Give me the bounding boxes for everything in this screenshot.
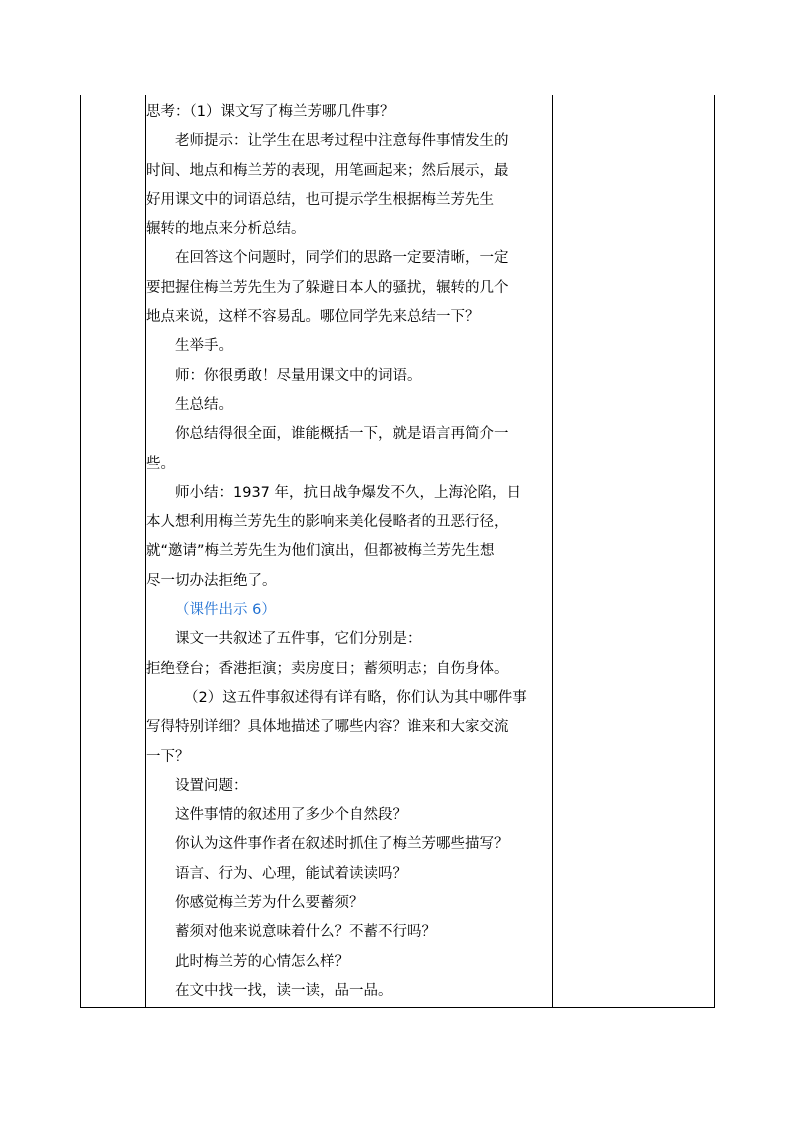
text-line: 要把握住梅兰芳先生为了躲避日本人的骚扰，辗转的几个	[146, 279, 509, 296]
text-line: 在文中找一找，读一读，品一品。	[175, 982, 393, 999]
text-line: （课件出示 6）	[175, 602, 276, 619]
text-line: 你认为这件事作者在叙述时抓住了梅兰芳哪些描写？	[175, 836, 509, 853]
text-line: 设置问题：	[175, 777, 248, 794]
lesson-text-cell	[146, 98, 554, 1006]
text-line: 师小结：1937 年，抗日战争爆发不久，上海沦陷，日	[175, 484, 522, 501]
text-line: 生总结。	[175, 396, 233, 413]
text-line: 写得特别详细？具体地描述了哪些内容？谁来和大家交流	[146, 719, 509, 736]
text-line: 这件事情的叙述用了多少个自然段？	[175, 807, 407, 824]
text-line: 思考：（1）课文写了梅兰芳哪几件事？	[146, 104, 395, 120]
text-line: 些。	[146, 455, 175, 472]
text-line: 此时梅兰芳的心情怎么样？	[175, 953, 349, 970]
text-line: 一下？	[146, 748, 190, 765]
text-line: （2）这五件事叙述得有详有略，你们认为其中哪件事	[184, 689, 527, 706]
text-line: 辗转的地点来分析总结。	[146, 221, 306, 238]
text-line: 蓄须对他来说意味着什么？不蓄不行吗？	[175, 924, 436, 941]
text-line: 尽一切办法拒绝了。	[146, 572, 277, 589]
text-line: 时间、地点和梅兰芳的表现，用笔画起来；然后展示，最	[146, 162, 509, 179]
text-line: 好用课文中的词语总结，也可提示学生根据梅兰芳先生	[146, 191, 494, 208]
text-line: 课文一共叙述了五件事，它们分别是：	[175, 631, 422, 648]
text-line: 你感觉梅兰芳为什么要蓄须？	[175, 895, 364, 912]
text-line: 拒绝登台；香港拒演；卖房度日；蓄须明志；自伤身体。	[146, 660, 509, 677]
text-line: 就“邀请”梅兰芳先生为他们演出，但都被梅兰芳先生想	[146, 543, 495, 560]
text-line: 生举手。	[175, 338, 233, 355]
text-line: 老师提示：让学生在思考过程中注意每件事情发生的	[175, 133, 509, 150]
text-line: 本人想利用梅兰芳先生的影响来美化侵略者的丑恶行径，	[146, 514, 509, 531]
text-line: 在回答这个问题时，同学们的思路一定要清晰，一定	[175, 250, 509, 267]
text-line: 师：你很勇敢！尽量用课文中的词语。	[175, 367, 422, 384]
text-line: 语言、行为、心理，能试着读读吗？	[175, 865, 407, 882]
text-line: 你总结得很全面，谁能概括一下，就是语言再简介一	[175, 426, 509, 443]
text-line: 地点来说，这样不容易乱。哪位同学先来总结一下？	[146, 309, 480, 326]
